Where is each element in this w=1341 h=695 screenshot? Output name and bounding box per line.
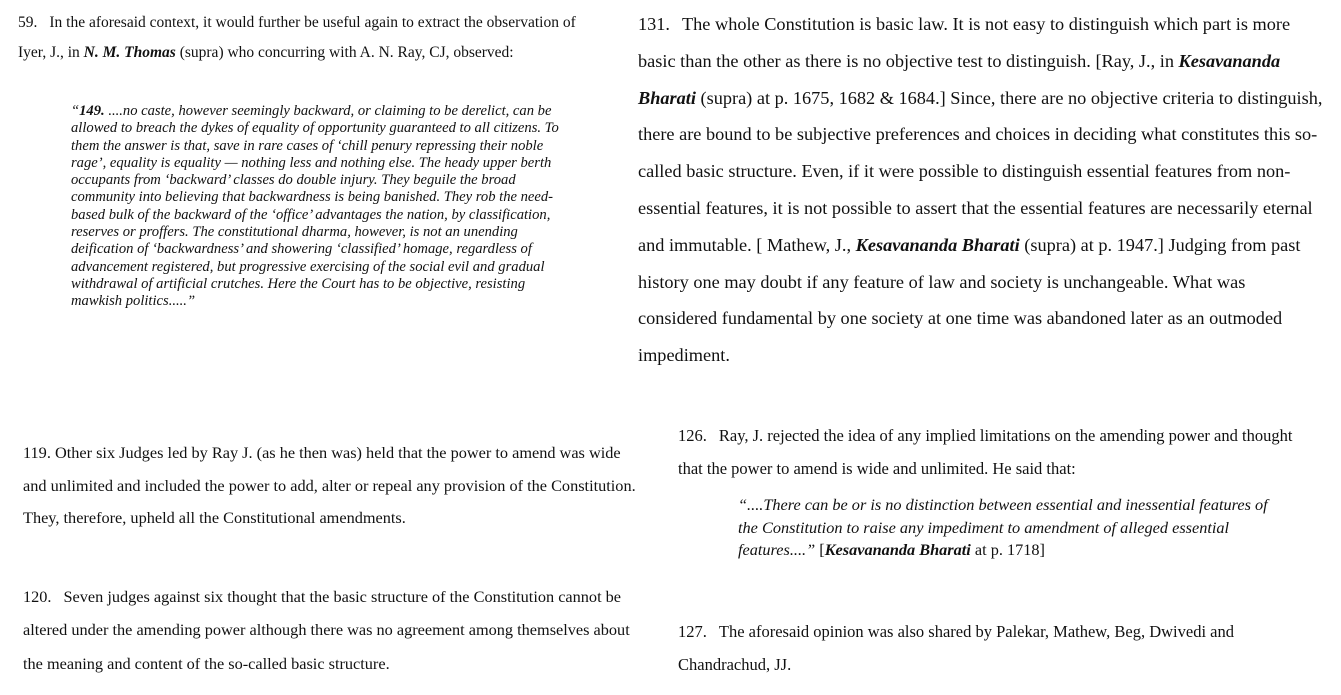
paragraph-number: 120. — [23, 587, 52, 606]
citation-text: [ — [815, 540, 825, 559]
paragraph-text: (supra) at p. 1675, 1682 & 1684.] Since, there are no objective criteria to distinguish, there are bound to be subjective preferences and choices in deciding what constitutes this so-called basic structure. Even, if it were possible to distinguish essential features from non-essential features, it is not possible to assert that the essential features are necessarily eternal and immutable. [ Mathew, J., — [638, 87, 1323, 255]
paragraph-text: Ray, J. rejected the idea of any implied limitations on the amending power and thought that the power to amend is wide and unlimited. He said that: — [678, 426, 1293, 478]
quote-open: “ — [71, 103, 80, 119]
paragraph-text: Seven judges against six thought that the basic structure of the Constitution cannot be altered under the amending power although there was no agreement among themselves about the meaning and content of the so-called basic structure. — [23, 587, 630, 673]
quote-paragraph-number: 149. — [79, 103, 105, 119]
citation-text: at p. 1718] — [970, 540, 1045, 559]
paragraph-number: 131. — [638, 14, 670, 34]
quote-149 — [71, 103, 565, 311]
paragraph-131 — [638, 6, 1324, 374]
paragraph-text: The aforesaid opinion was also shared by Palekar, Mathew, Beg, Dwivedi and Chandrachud, JJ. — [678, 622, 1235, 674]
paragraph-number: 127. — [678, 622, 707, 641]
paragraph-number: 126. — [678, 426, 707, 445]
paragraph-text: 119. Other six Judges led by Ray J. (as he then was) held that the power to amend was wide and unlimited and included the power to add, alter or repeal any provision of the Constitution. They, therefore, upheld all the Constitutional amendments. — [23, 443, 636, 528]
paragraph-119 — [23, 437, 639, 535]
quote-text: ....no caste, however seemingly backward, or claiming to be derelict, can be allowed to breach the dykes of equality of opportunity guaranteed to all citizens. To them the answer is that, save in rare cases of ‘chill penury repressing their noble rage’, equality is equality — nothing less and nothing else. The heady upper berth occupants from ‘backward’ classes do double injury. They beguile the broad community into believing that backwardness is being banished. They rob the need-based bulk of the backward of the ‘office’ advantages the nation, by classification, reserves or proffers. The constitutional dharma, however, is not an unending deification of ‘backwardness’ and showering ‘classified’ homage, regardless of advancement registered, but progressive exercising of the social evil and gradual withdrawal of artificial crutches. Here the Court has to be objective, resisting mawkish politics.....” — [71, 103, 559, 310]
paragraph-text: (supra) at p. 1947.] Judging from past history one may doubt if any feature of law and society is unchangeable. What was considered fundamental by one society at one time was abandoned later as an outmoded impediment. — [638, 234, 1301, 366]
paragraph-text: In the aforesaid context, it would further be useful again to extract the observation of Iyer, J., in — [18, 14, 576, 61]
paragraph-59 — [18, 8, 598, 68]
case-name: Kesavananda Bharati — [638, 50, 1281, 108]
case-name: Kesavananda Bharati — [824, 540, 971, 559]
paragraph-127 — [678, 616, 1314, 681]
paragraph-126 — [678, 420, 1314, 485]
case-name: N. M. Thomas — [83, 44, 176, 61]
paragraph-120 — [23, 580, 639, 680]
paragraph-text: (supra) who concurring with A. N. Ray, CJ, observed: — [175, 44, 514, 61]
paragraph-number: 59. — [18, 14, 38, 31]
quote-text: “....There can be or is no distinction between essential and inessential features of the Constitution to raise any impediment to amendment of alleged essential features....” — [738, 495, 1268, 559]
paragraph-text: The whole Constitution is basic law. It is not easy to distinguish which part is more basic than the other as there is no objective test to distinguish. [Ray, J., in — [638, 14, 1291, 71]
quote-126 — [738, 494, 1276, 562]
case-name: Kesavananda Bharati — [855, 234, 1020, 255]
